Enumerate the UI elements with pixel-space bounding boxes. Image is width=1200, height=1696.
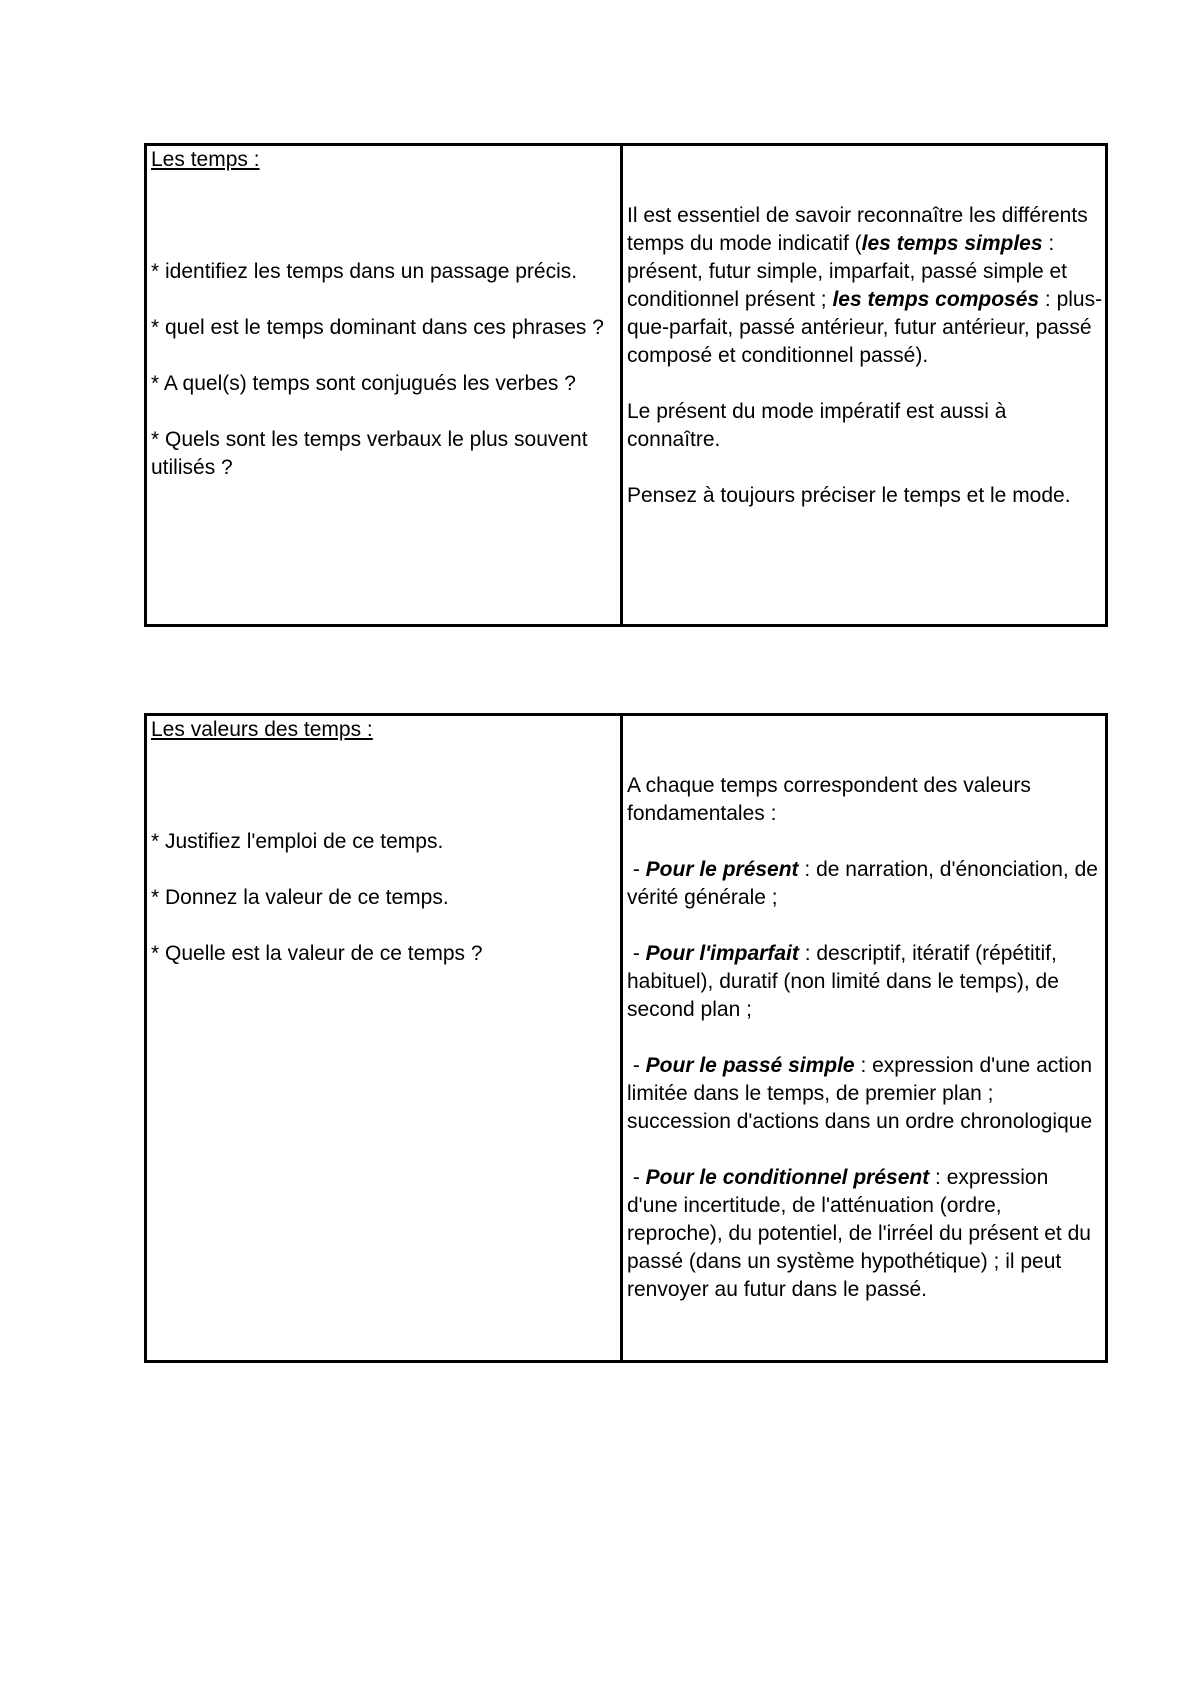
value-text: : de narration, d'énonciation, de vérité générale ; <box>627 858 1098 909</box>
value-text: : expression d'une incertitude, de l'atténuation (ordre, reproche), du potentiel, de l'irréel du présent et du passé (dans un système hypothétique) ; il peut renvoyer au futur dans le passé. <box>627 1166 1091 1301</box>
value-item-imparfait <box>627 940 1103 1024</box>
question-item: * quel est le temps dominant dans ces phrases ? <box>151 316 604 339</box>
dash: - <box>627 858 646 881</box>
values-intro: A chaque temps correspondent des valeurs fondamentales : <box>627 774 1031 825</box>
dash: - <box>627 942 646 965</box>
tense-values-card <box>144 713 1108 1363</box>
value-text: : descriptif, itératif (répétitif, habituel), duratif (non limité dans le temps), de second plan ; <box>627 942 1059 1021</box>
tenses-heading: Les temps : <box>151 148 260 171</box>
value-label: Pour l'imparfait <box>645 942 799 965</box>
tenses-paragraph <box>627 202 1103 370</box>
question-item: * A quel(s) temps sont conjugués les verbes ? <box>151 372 576 395</box>
values-explanation-cell <box>622 715 1107 1362</box>
text-run: : présent, futur simple, imparfait, passé simple et conditionnel présent ; <box>627 232 1068 311</box>
value-text: : expression d'une action limitée dans le temps, de premier plan ; succession d'actions dans un ordre chronologique <box>627 1054 1093 1133</box>
advice-paragraph: Pensez à toujours préciser le temps et le mode. <box>627 484 1071 507</box>
dash: - <box>627 1166 646 1189</box>
question-item: * Quelle est la valeur de ce temps ? <box>151 942 483 965</box>
values-heading: Les valeurs des temps : <box>151 718 373 741</box>
question-item: * Justifiez l'emploi de ce temps. <box>151 830 444 853</box>
tenses-card <box>144 143 1108 627</box>
emphasis-simple-tenses: les temps simples <box>861 232 1043 255</box>
tenses-questions-cell <box>146 145 622 626</box>
text-run: : plus-que-parfait, passé antérieur, futur antérieur, passé composé et conditionnel passé). <box>627 288 1103 367</box>
imperative-paragraph: Le présent du mode impératif est aussi à connaître. <box>627 400 1007 451</box>
question-item: * identifiez les temps dans un passage précis. <box>151 260 578 283</box>
values-questions-cell <box>146 715 622 1362</box>
value-label: Pour le passé simple <box>645 1054 855 1077</box>
tenses-explanation-cell <box>622 145 1107 626</box>
question-item: * Donnez la valeur de ce temps. <box>151 886 449 909</box>
emphasis-compound-tenses: les temps composés <box>832 288 1040 311</box>
value-label: Pour le présent <box>645 858 799 881</box>
value-item-conditionnel <box>627 1164 1103 1304</box>
value-item-present <box>627 856 1103 912</box>
text-run: Il est essentiel de savoir reconnaître les différents temps du mode indicatif ( <box>627 204 1088 255</box>
value-label: Pour le conditionnel présent <box>645 1166 930 1189</box>
question-item: * Quels sont les temps verbaux le plus souvent utilisés ? <box>151 428 588 479</box>
value-item-passe-simple <box>627 1052 1103 1136</box>
dash: - <box>627 1054 646 1077</box>
